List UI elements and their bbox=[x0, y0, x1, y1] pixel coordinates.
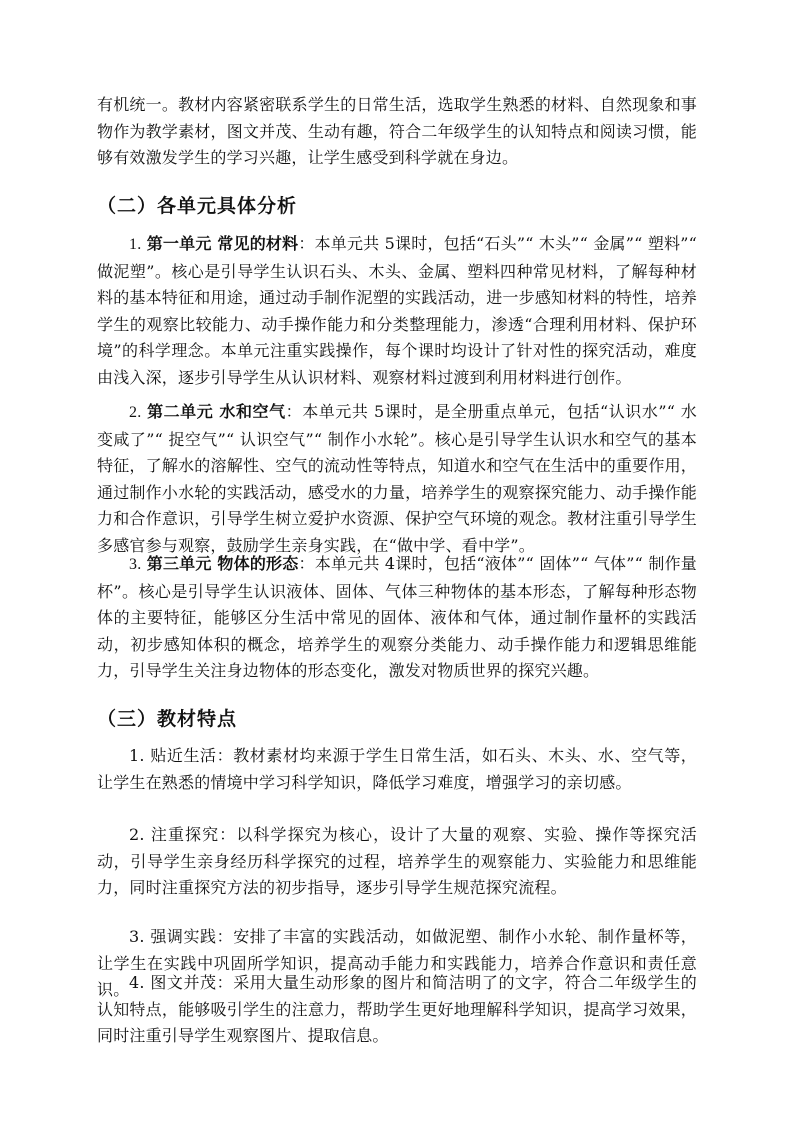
feature-1-paragraph: 1. 贴近生活：教材素材均来源于学生日常生活，如石头、木头、水、空气等，让学生在熟悉的情境中学习科学知识，降低学习难度，增强学习的亲切感。 bbox=[97, 746, 697, 792]
unit-3-number: 3. bbox=[129, 556, 142, 573]
unit-3-paragraph bbox=[97, 551, 697, 685]
unit-1-title: 第一单元 常见的材料 bbox=[146, 234, 299, 253]
feature-4-paragraph: 4. 图文并茂：采用大量生动形象的图片和简洁明了的文字，符合二年级学生的认知特点，能够吸引学生的注意力，帮助学生更好地理解科学知识，提高学习效果，同时注重引导学生观察图片、提取信息。 bbox=[97, 973, 697, 1045]
unit-2-text: ：本单元共 5课时，是全册重点单元，包括“认识水”“ 水变咸了”“ 捉空气”“ 认识空气”“ 制作小水轮”。核心是引导学生认识水和空气的基本特征，了解水的溶解性、空气的流动性等特点，知道水和空气在生活中的重要作用，通过制作小水轮的实践活动，感受水的力量，培养学生的观察探究能力、动手操作能力和合作意识，引导学生树立爱护水资源、保护空气环境的观念。教材注重引导学生多感官参与观察，鼓励学生亲身实践，在“做中学、看中学”。 bbox=[97, 402, 698, 555]
unit-1-paragraph bbox=[97, 231, 697, 391]
unit-3-title: 第三单元 物体的形态 bbox=[146, 554, 299, 573]
unit-2-number: 2. bbox=[129, 404, 142, 421]
feature-3-paragraph: 3. 强调实践：安排了丰富的实践活动，如做泥塑、制作小水轮、制作量杯等，让学生在实践中巩固所学知识，提高动手能力和实践能力，培养合作意识和责任意识。 bbox=[97, 927, 697, 999]
intro-paragraph: 有机统一。教材内容紧密联系学生的日常生活，选取学生熟悉的材料、自然现象和事物作为教学素材，图文并茂、生动有趣，符合二年级学生的认知特点和阅读习惯，能够有效激发学生的学习兴趣，让学生感受到科学就在身边。 bbox=[97, 95, 697, 167]
unit-1-text: ：本单元共 5课时，包括“石头”“ 木头”“ 金属”“ 塑料”“ 做泥塑”。核心是引导学生认识石头、木头、金属、塑料四种常见材料，了解每种材料的基本特征和用途，通过动手制作泥塑的实践活动，进一步感知材料的特性，培养学生的观察比较能力、动手操作能力和分类整理能力，渗透“合理利用材料、保护环境”的科学理念。本单元注重实践操作，每个课时均设计了针对性的探究活动，难度由浅入深，逐步引导学生从认识材料、观察材料过渡到利用材料进行创作。 bbox=[97, 234, 697, 387]
unit-2-paragraph bbox=[97, 399, 697, 559]
feature-2-paragraph: 2. 注重探究：以科学探究为核心，设计了大量的观察、实验、操作等探究活动，引导学生亲身经历科学探究的过程，培养学生的观察能力、实验能力和思维能力，同时注重探究方法的初步指导，逐步引导学生规范探究流程。 bbox=[97, 825, 697, 897]
unit-3-text: ：本单元共 4课时，包括“液体”“ 固体”“ 气体”“ 制作量杯”。核心是引导学生认识液体、固体、气体三种物体的基本形态，了解每种形态物体的主要特征，能够区分生活中常见的固体、液体和气体，通过制作量杯的实践活动，初步感知体积的概念，培养学生的观察分类能力、动手操作能力和逻辑思维能力，引导学生关注身边物体的形态变化，激发对物质世界的探究兴趣。 bbox=[97, 554, 697, 680]
unit-2-title: 第二单元 水和空气 bbox=[147, 402, 286, 421]
unit-1-number: 1. bbox=[129, 236, 142, 253]
section-heading-features: （三）教材特点 bbox=[97, 708, 238, 730]
section-heading-unit-analysis: （二）各单元具体分析 bbox=[97, 195, 298, 217]
